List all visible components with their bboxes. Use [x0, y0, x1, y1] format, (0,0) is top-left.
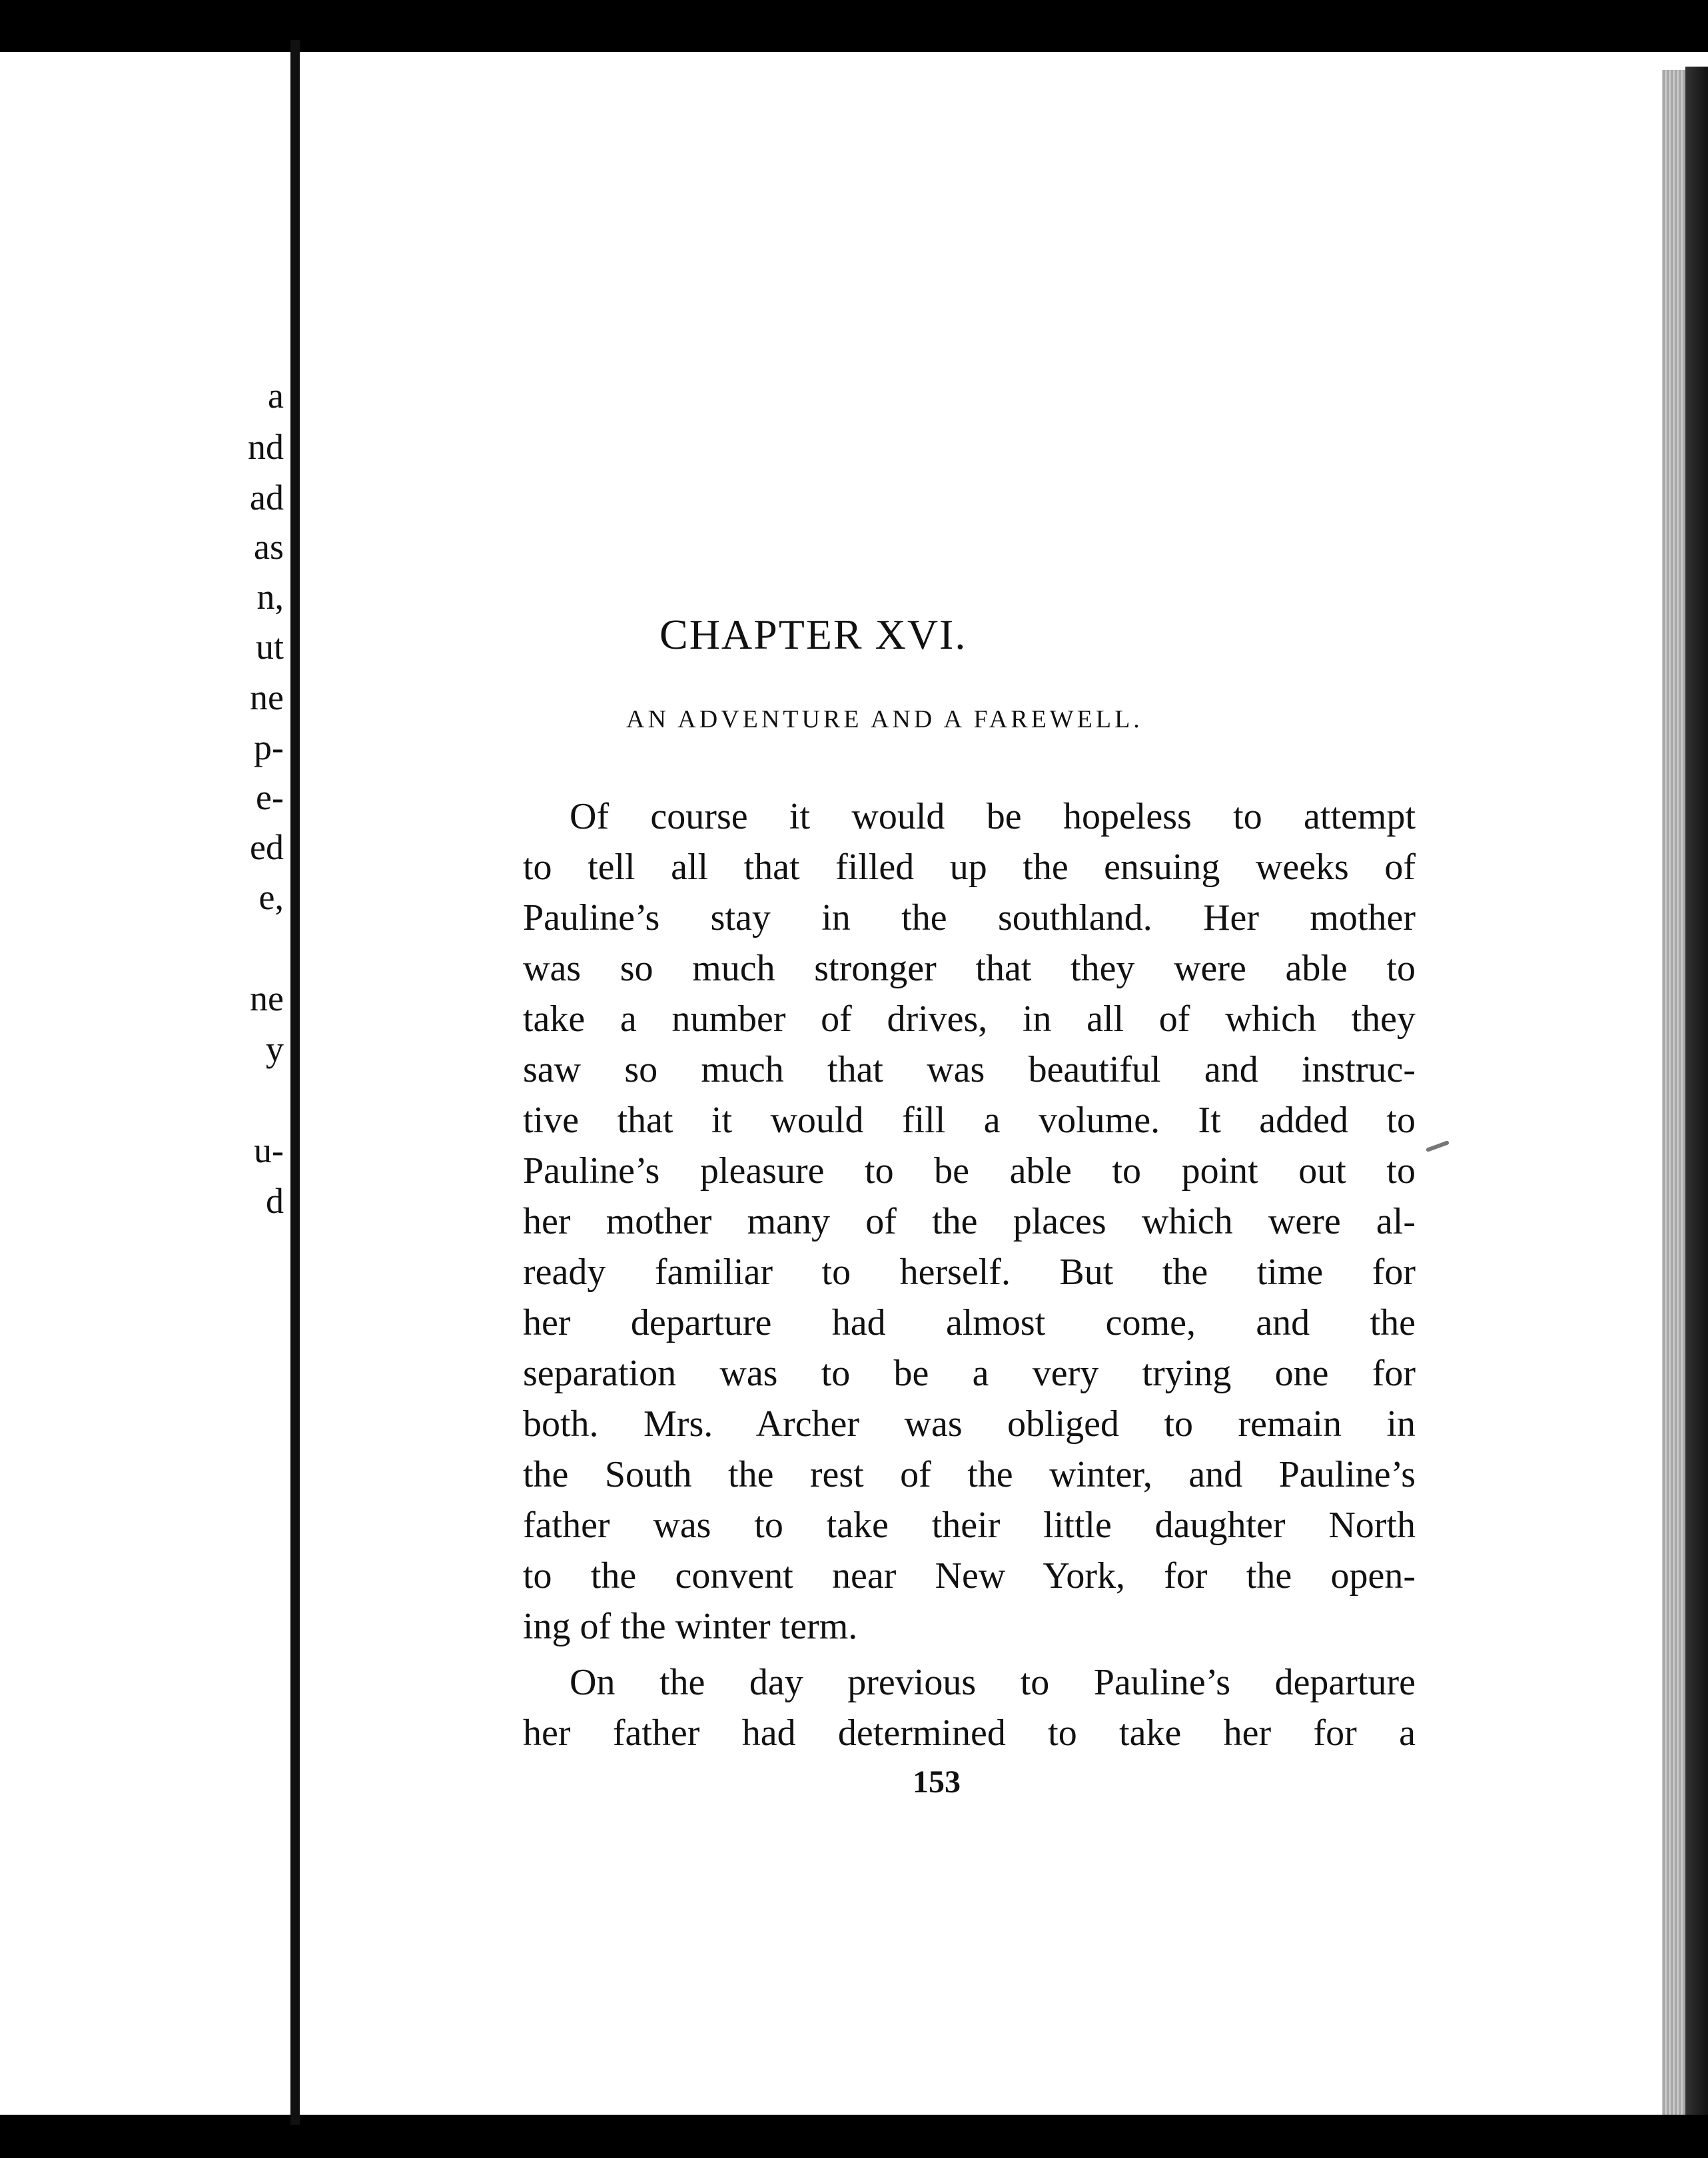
- text-line: was so much stronger that they were able to: [523, 948, 1416, 989]
- text-line: On the day previous to Pauline’s departure: [570, 1662, 1416, 1703]
- paragraph: [523, 1657, 1416, 1758]
- facing-line: e,: [258, 877, 284, 917]
- text-line: separation was to be a very trying one for: [523, 1353, 1416, 1394]
- text-line: saw so much that was beautiful and instruc-: [523, 1049, 1416, 1090]
- text-line: her mother many of the places which were al-: [523, 1201, 1416, 1242]
- book-gutter-line: [290, 40, 300, 2125]
- facing-line: ne: [250, 677, 284, 717]
- body-text: [523, 791, 1416, 1758]
- facing-line: d: [266, 1181, 284, 1221]
- text-line: ready familiar to herself. But the time for: [523, 1252, 1416, 1293]
- text-line: her departure had almost come, and the: [523, 1302, 1416, 1343]
- text-line: father was to take their little daughter North: [523, 1505, 1416, 1546]
- facing-line: n,: [256, 577, 284, 617]
- facing-line: ed: [250, 827, 284, 867]
- scan-border-right: [1685, 67, 1708, 2115]
- text-line: Pauline’s pleasure to be able to point out to: [523, 1150, 1416, 1192]
- book-page: [300, 52, 1662, 2115]
- text-line: take a number of drives, in all of which they: [523, 998, 1416, 1040]
- chapter-title: CHAPTER XVI.: [659, 611, 967, 658]
- facing-page-fragment: [0, 52, 290, 2115]
- text-line: to tell all that filled up the ensuing weeks of: [523, 847, 1416, 888]
- facing-line: u-: [254, 1130, 284, 1170]
- facing-line: ut: [255, 627, 284, 667]
- scan-border-bottom: [0, 2115, 1708, 2158]
- facing-line: ad: [250, 478, 284, 518]
- text-line: to the convent near New York, for the open-: [523, 1555, 1416, 1597]
- text-line: Of course it would be hopeless to attempt: [570, 796, 1416, 837]
- facing-line: ne: [250, 978, 284, 1018]
- facing-line: e-: [256, 777, 284, 817]
- facing-line: y: [266, 1029, 284, 1069]
- text-line: the South the rest of the winter, and Pauline’s: [523, 1454, 1416, 1495]
- paragraph: [523, 791, 1416, 1652]
- page-stack-edge: [1662, 70, 1685, 2115]
- text-line: her father had determined to take her for a: [523, 1712, 1416, 1754]
- text-line: Pauline’s stay in the southland. Her mother: [523, 897, 1416, 938]
- facing-line: a: [268, 376, 284, 416]
- facing-line: as: [254, 527, 284, 567]
- text-line: ing of the winter term.: [523, 1606, 858, 1647]
- text-line: both. Mrs. Archer was obliged to remain in: [523, 1403, 1416, 1445]
- text-line: tive that it would fill a volume. It added to: [523, 1100, 1416, 1141]
- scan-border-top: [0, 0, 1708, 52]
- scan-smudge: [1426, 1140, 1450, 1152]
- page-number: 153: [913, 1764, 961, 1800]
- chapter-subtitle: AN ADVENTURE AND A FAREWELL.: [626, 705, 1143, 733]
- facing-line: p-: [254, 727, 284, 767]
- facing-line: nd: [248, 427, 284, 467]
